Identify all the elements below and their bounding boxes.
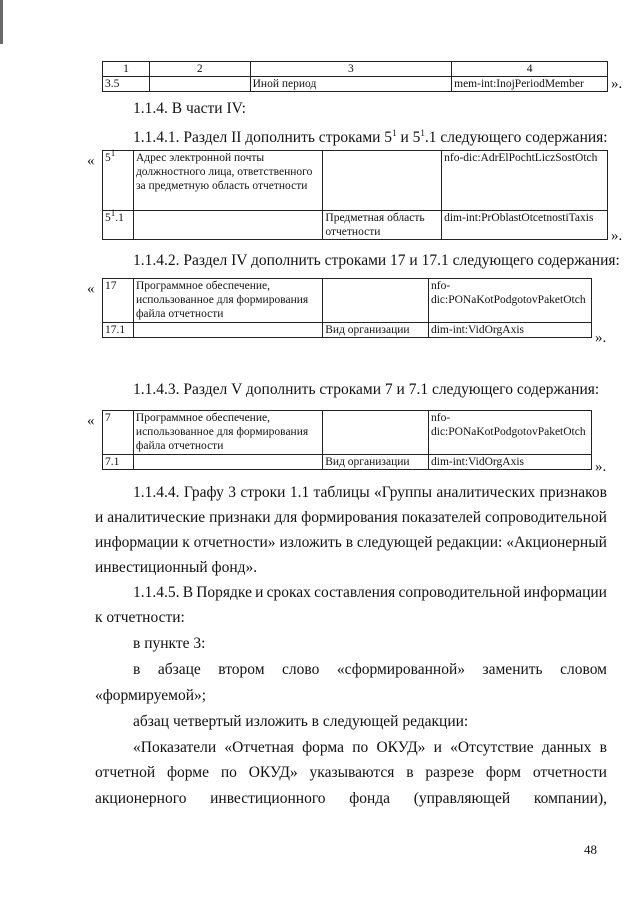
paragraph-abzac-4: абзац четвертый изложить в следующей редакции: bbox=[133, 713, 469, 730]
header-cell: 3 bbox=[250, 62, 452, 77]
paragraph-1-1-4-2: 1.1.4.2. Раздел IV дополнить строками 17 и 17.1 следующего содержания: bbox=[133, 252, 620, 269]
word: «Показатели bbox=[133, 739, 217, 756]
table-cell: nfo-dic:PONaKotPodgotovPaketOtch bbox=[428, 279, 591, 323]
paragraph-1-1-4: 1.1.4. В части IV: bbox=[133, 100, 246, 117]
paragraph-line: инвестиционный фонд». bbox=[95, 559, 258, 576]
word: аналитических bbox=[436, 484, 536, 501]
opening-quote: « bbox=[87, 413, 95, 429]
word: редакции: bbox=[436, 534, 503, 551]
paragraph-line bbox=[95, 509, 607, 527]
word: к bbox=[182, 534, 190, 551]
table-row bbox=[103, 77, 608, 92]
opening-quote: « bbox=[87, 281, 95, 297]
word: сопроводительной bbox=[398, 584, 521, 601]
word: «Группы bbox=[373, 484, 433, 501]
table-cell bbox=[149, 77, 250, 92]
table-section-ii bbox=[102, 150, 608, 240]
table-cell bbox=[323, 279, 429, 323]
header-cell: 1 bbox=[103, 62, 150, 77]
table-cell: dim-int:PrOblastOtcetnostiTaxis bbox=[442, 211, 608, 240]
table-section-v bbox=[102, 410, 592, 470]
word: слово bbox=[282, 661, 320, 678]
word: сроках bbox=[266, 584, 311, 601]
word: компании), bbox=[533, 790, 607, 807]
word: информации bbox=[95, 534, 179, 551]
table-cell bbox=[103, 148, 134, 211]
table-cell: nfo-dic:AdrElPochtLiczSostOtch bbox=[442, 151, 608, 211]
word: отчетности» bbox=[193, 534, 276, 551]
word: следующей bbox=[356, 534, 433, 551]
word: заменить bbox=[482, 661, 543, 678]
table-row bbox=[103, 411, 592, 455]
table-cell: Программное обеспечение, использованное для формирования файла отчетности bbox=[133, 279, 322, 323]
word: форме bbox=[166, 764, 209, 781]
word: 1.1.4.4. bbox=[133, 484, 180, 501]
row-number: 5 bbox=[105, 212, 111, 224]
word: «Акционерный bbox=[506, 534, 607, 551]
paragraph-line bbox=[133, 661, 607, 679]
closing-quote: ». bbox=[611, 228, 623, 244]
closing-quote: ». bbox=[595, 459, 607, 475]
word: строки bbox=[240, 484, 286, 501]
word: признаков bbox=[539, 484, 607, 501]
word: «Отсутствие bbox=[450, 739, 534, 756]
word: для bbox=[274, 509, 298, 526]
table-cell: 3.5 bbox=[103, 77, 150, 92]
table-cell bbox=[323, 411, 429, 455]
scan-edge-mark bbox=[0, 0, 3, 44]
word: сопроводительной bbox=[485, 509, 607, 526]
word: по bbox=[352, 739, 369, 756]
word: «Отчетная bbox=[224, 739, 294, 756]
paragraph-line bbox=[133, 484, 607, 502]
word: составления bbox=[314, 584, 396, 601]
word: ОКУД» bbox=[376, 739, 426, 756]
word: указываются bbox=[309, 764, 395, 781]
word: акционерного bbox=[95, 790, 187, 807]
page-number: 48 bbox=[584, 842, 597, 857]
word: в bbox=[133, 661, 141, 678]
word: фонда bbox=[349, 790, 391, 807]
word: признаки bbox=[209, 509, 271, 526]
paragraph-line bbox=[95, 790, 607, 808]
superscript: 1 bbox=[110, 148, 116, 159]
table-row bbox=[103, 323, 592, 338]
word: данных bbox=[541, 739, 592, 756]
table-cell bbox=[133, 323, 322, 338]
paragraph-line: «формируемой»; bbox=[95, 687, 207, 704]
word: инвестиционного bbox=[210, 790, 326, 807]
header-cell: 4 bbox=[452, 62, 608, 77]
table-cell bbox=[323, 151, 442, 211]
word: отчетности bbox=[532, 764, 607, 781]
table-cell bbox=[133, 211, 322, 240]
paragraph-line bbox=[133, 584, 607, 602]
word: 1.1.4.5. bbox=[133, 584, 180, 601]
word: формирования bbox=[301, 509, 398, 526]
table-cell: Иной период bbox=[250, 77, 452, 92]
table-cell bbox=[133, 455, 322, 470]
row-number-tail: .1 bbox=[115, 212, 124, 224]
word: в bbox=[345, 534, 354, 551]
header-cell: 2 bbox=[149, 62, 250, 77]
word: таблицы bbox=[313, 484, 370, 501]
word: 1.1 bbox=[289, 484, 310, 501]
table-header-row bbox=[103, 62, 608, 77]
superscript: 1 bbox=[110, 208, 116, 219]
word: показателей bbox=[401, 509, 482, 526]
opening-quote: « bbox=[87, 153, 95, 169]
table-cell bbox=[103, 208, 134, 240]
table-cell: dim-int:VidOrgAxis bbox=[429, 455, 592, 470]
word: разрезе bbox=[425, 764, 474, 781]
word: 3 bbox=[228, 484, 236, 501]
word: форм bbox=[485, 764, 521, 781]
word: и bbox=[255, 584, 264, 601]
paragraph-line bbox=[133, 739, 607, 757]
word: Графу bbox=[183, 484, 224, 501]
paragraph-1-1-4-1 bbox=[133, 129, 608, 147]
text-run: .1 следующего содержания: bbox=[424, 129, 608, 146]
word: «сформированной» bbox=[336, 661, 465, 678]
word: (управляющей bbox=[413, 790, 511, 807]
word: абзаце bbox=[157, 661, 201, 678]
table-cell: mem-int:InojPeriodMember bbox=[452, 77, 608, 92]
word: по bbox=[220, 764, 237, 781]
table-cell: Предметная область отчетности bbox=[323, 211, 442, 240]
row-number: 5 bbox=[105, 152, 111, 164]
table-cell: 17.1 bbox=[103, 323, 134, 338]
table-cell: nfo-dic:PONaKotPodgotovPaketOtch bbox=[429, 411, 592, 455]
word: В bbox=[182, 584, 194, 601]
table-cell: 7.1 bbox=[103, 455, 134, 470]
table-row bbox=[103, 151, 608, 211]
paragraph-line bbox=[95, 534, 607, 552]
word: и bbox=[95, 509, 104, 526]
word: словом bbox=[560, 661, 607, 678]
word: ОКУД» bbox=[248, 764, 298, 781]
table-continuation bbox=[102, 61, 608, 92]
word: информации bbox=[523, 584, 607, 601]
word: форма bbox=[302, 739, 344, 756]
closing-quote: ». bbox=[611, 76, 623, 92]
table-cell: dim-int:VidOrgAxis bbox=[428, 323, 591, 338]
table-cell: Вид организации bbox=[323, 323, 429, 338]
table-row bbox=[103, 211, 608, 240]
table-section-iv bbox=[102, 278, 592, 338]
word: втором bbox=[218, 661, 265, 678]
superscript: 1 bbox=[420, 127, 425, 138]
word: аналитические bbox=[107, 509, 206, 526]
table-cell: Программное обеспечение, использованное для формирования файла отчетности bbox=[133, 411, 322, 455]
table-cell: Адрес электронной почты должностного лица, ответственного за предметную область отчетности bbox=[133, 151, 322, 211]
table-row bbox=[103, 455, 592, 470]
paragraph-1-1-4-3: 1.1.4.3. Раздел V дополнить строками 7 и 7.1 следующего содержания: bbox=[133, 381, 600, 398]
word: в bbox=[599, 739, 607, 756]
table-row bbox=[103, 279, 592, 323]
text-run: и 5 bbox=[396, 129, 421, 146]
text-run: 1.1.4.1. Раздел II дополнить строками 5 bbox=[133, 129, 393, 146]
closing-quote: ». bbox=[595, 330, 607, 346]
word: Порядке bbox=[196, 584, 252, 601]
superscript: 1 bbox=[392, 127, 397, 138]
paragraph-line bbox=[95, 764, 607, 782]
word: и bbox=[433, 739, 442, 756]
table-cell: 7 bbox=[103, 411, 134, 455]
table-cell: 17 bbox=[103, 279, 134, 323]
word: изложить bbox=[279, 534, 342, 551]
table-cell: Вид организации bbox=[323, 455, 429, 470]
paragraph-line: к отчетности: bbox=[95, 609, 185, 626]
paragraph-punkt-3: в пункте 3: bbox=[133, 635, 206, 652]
word: отчетной bbox=[95, 764, 156, 781]
word: в bbox=[406, 764, 414, 781]
